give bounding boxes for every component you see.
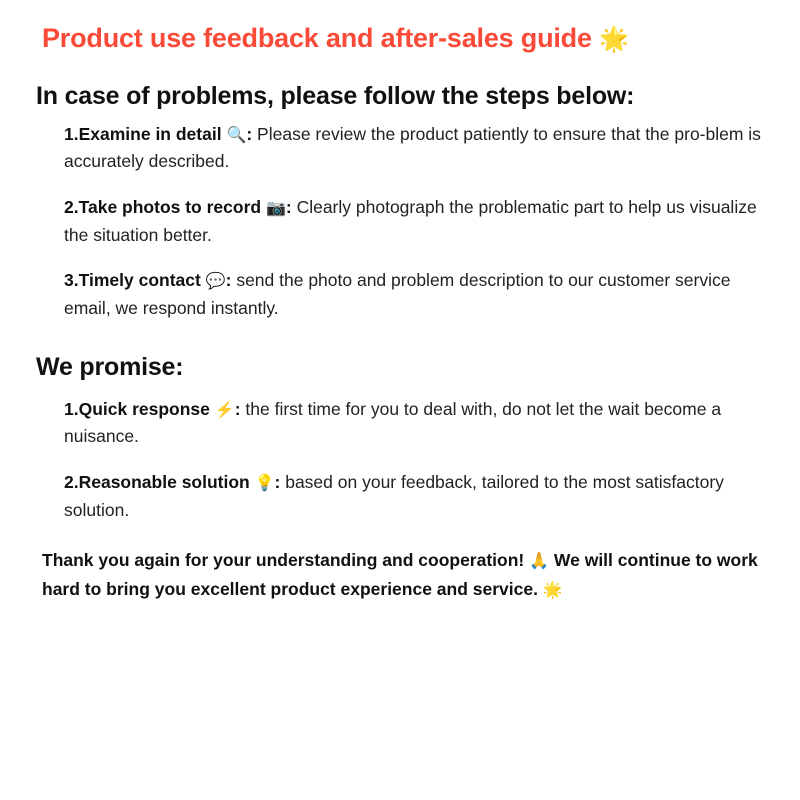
step-text: the first time for you to deal with, do not let the wait become a nuisance. — [64, 398, 722, 447]
page-title — [42, 22, 764, 56]
step-label: 1.Examine in detail — [64, 123, 222, 144]
list-item — [64, 469, 764, 524]
star-icon: 🌟 — [599, 26, 629, 53]
closing-paragraph — [42, 546, 762, 604]
step-label: 1.Quick response — [64, 398, 210, 419]
step-text: Clearly photograph the problematic part to help us visualize the situation better. — [64, 197, 757, 245]
closing-text-part1: Thank you again for your understanding and cooperation! — [42, 550, 525, 571]
step-label: 2.Take photos to record — [64, 197, 262, 218]
section-heading-promise: We promise: — [36, 352, 184, 381]
list-item — [64, 194, 764, 249]
praying-hands-icon: 🙏 — [529, 553, 550, 571]
step-text: send the photo and problem description to our customer service email, we respond instantly. — [64, 270, 731, 318]
step-label: 3.Timely contact — [64, 270, 201, 291]
step-separator: : — [234, 398, 241, 419]
section-heading-problems: In case of problems, please follow the steps below: — [36, 81, 635, 110]
step-text: based on your feedback, tailored to the most satisfactory solution. — [64, 471, 724, 520]
step-separator: : — [225, 270, 232, 291]
closing-text-part2: We will continue to work hard to bring you excellent product experience and service. — [42, 550, 758, 600]
speech-bubble-icon: 💬 — [205, 273, 226, 291]
step-text: Please review the product patiently to ensure that the pro-blem is accurately described. — [64, 123, 761, 172]
steps-problems — [36, 121, 764, 323]
camera-icon: 📷 — [265, 200, 286, 218]
list-item — [64, 396, 764, 451]
star-icon: 🌟 — [542, 582, 563, 600]
steps-promise — [36, 396, 764, 525]
list-item — [64, 267, 764, 322]
step-separator: : — [246, 123, 253, 144]
lightning-icon: ⚡ — [214, 401, 235, 419]
step-label: 2.Reasonable solution — [64, 471, 250, 492]
list-item — [64, 121, 764, 176]
lightbulb-icon: 💡 — [254, 474, 275, 492]
page-title-text: Product use feedback and after-sales guide — [42, 23, 592, 53]
step-separator: : — [285, 197, 292, 218]
step-separator: : — [274, 471, 281, 492]
magnifier-icon: 🔍 — [226, 126, 247, 144]
